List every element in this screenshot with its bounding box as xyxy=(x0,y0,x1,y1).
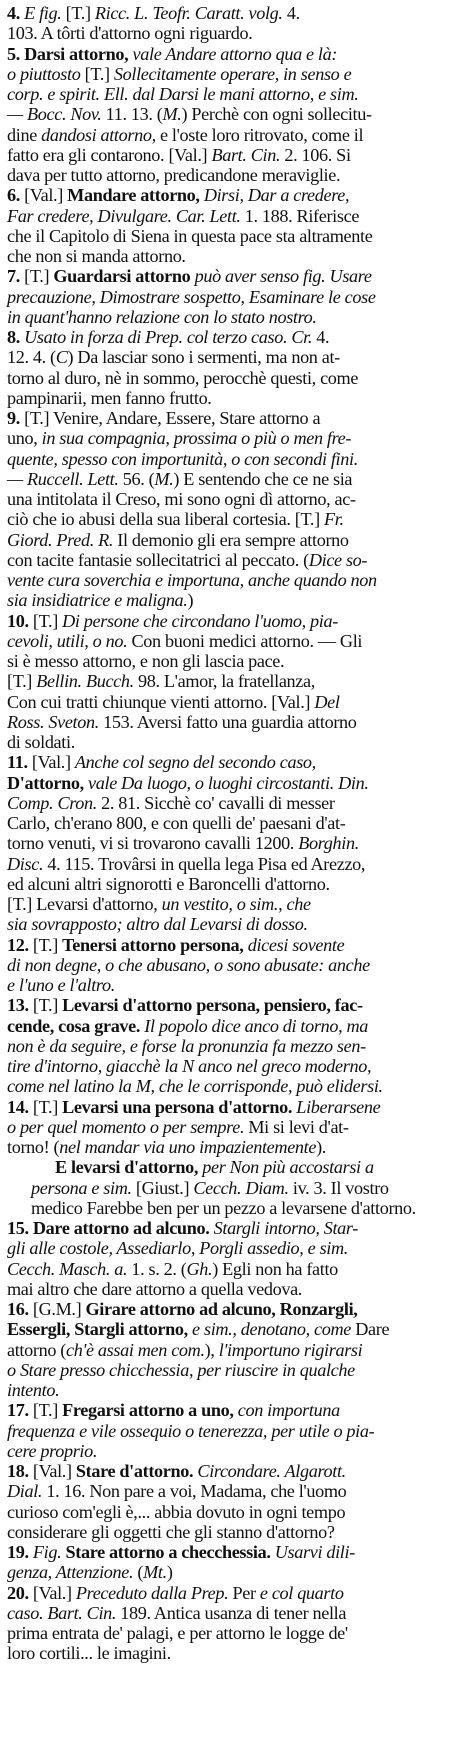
italic-text: Ricc. L. Teofr. Caratt. volg. xyxy=(94,3,283,23)
bold-text: 16. xyxy=(7,1299,33,1319)
text-line xyxy=(7,833,466,853)
text-line xyxy=(7,1076,466,1096)
dictionary-entry xyxy=(7,185,466,266)
text-run: 98. L'amor, la fratellanza, xyxy=(133,671,315,692)
text-line xyxy=(7,1643,466,1663)
text-line xyxy=(7,995,466,1015)
text-line xyxy=(7,955,466,975)
text-run: Per xyxy=(228,1582,260,1603)
italic-text: corp. e spirit. xyxy=(7,84,100,104)
text-line xyxy=(7,1016,466,1036)
italic-text: Cecch. Diam. xyxy=(193,1177,289,1198)
text-line xyxy=(7,1340,466,1360)
text-line xyxy=(7,1583,466,1603)
text-line xyxy=(7,428,466,448)
italic-text: Usarvi dili- xyxy=(270,1542,355,1562)
italic-text: un vestito, o sim., che xyxy=(161,894,311,914)
bold-text: Dare attorno ad alcuno. xyxy=(32,1218,210,1238)
italic-text: Preceduto dalla Prep. xyxy=(75,1582,229,1603)
text-line xyxy=(7,408,466,428)
text-run: e l'oste loro ritrovato, come il xyxy=(155,124,364,145)
italic-text: e l'uno e l'altro. xyxy=(7,975,115,995)
dictionary-entry xyxy=(7,935,466,996)
text-run: 4. 115. Trovârsi in quella lega Pisa ed Arezzo, xyxy=(43,853,366,874)
italic-text: Giord. Pred. R. xyxy=(7,529,114,550)
italic-text: dal Darsi le mani attorno, xyxy=(128,84,319,104)
text-run: ), xyxy=(204,1339,219,1360)
italic-text: sia insidiatrice e maligna. xyxy=(7,590,188,611)
italic-text: genza, Attenzione. xyxy=(7,1562,134,1583)
text-run: ) xyxy=(187,590,194,611)
text-run: ) Perchè con ogni sollecitu- xyxy=(181,104,372,125)
italic-text: tire d'intorno, giacchè la N anco nel greco moderno, xyxy=(7,1056,372,1076)
text-line xyxy=(7,347,466,367)
text-line xyxy=(7,1198,466,1218)
text-run: Il demonio gli era sempre attorno xyxy=(113,529,349,550)
text-run: si è messo attorno, e non gli lascia pace. xyxy=(7,651,285,671)
italic-text: e col quarto xyxy=(259,1582,344,1603)
text-line xyxy=(7,975,466,995)
text-line xyxy=(7,185,466,205)
italic-text: Bellin. Bucch. xyxy=(36,671,134,692)
text-run: fatto era gli contarono. [Val.] xyxy=(7,144,212,165)
text-run: [T.] xyxy=(32,1400,63,1421)
dictionary-entry xyxy=(7,1097,466,1158)
bold-text: 9. xyxy=(7,408,25,428)
text-run: ) xyxy=(166,1562,173,1583)
text-run: torno venuti, vi si trovarono cavalli 1200. xyxy=(7,833,299,854)
italic-text: o Stare presso chicchessia, per riuscire in qualche xyxy=(7,1359,355,1380)
text-run: [G.M.] xyxy=(32,1299,86,1319)
italic-text: cere proprio. xyxy=(7,1440,98,1461)
text-line xyxy=(7,1157,466,1177)
italic-text: Far credere, Divulgare. Car. Lett. xyxy=(7,205,241,226)
italic-text: frequenza e vile ossequio o tenerezza, per utile o pia- xyxy=(7,1420,375,1441)
bold-text: 7. xyxy=(7,266,25,287)
dictionary-entry xyxy=(7,1157,466,1218)
text-line xyxy=(7,1178,466,1198)
text-run: 1. s. 2. ( xyxy=(127,1258,187,1279)
italic-text: Il popolo dice anco di torno, ma xyxy=(140,1015,368,1036)
text-run: Con cui tratti chiunque vienti attorno. [Val.] xyxy=(7,691,315,712)
text-line xyxy=(7,449,466,469)
text-run: mai altro che dare attorno a quella vedova. xyxy=(7,1278,303,1299)
dictionary-entry xyxy=(7,1400,466,1461)
bold-text: 18. xyxy=(7,1461,33,1481)
italic-text: C xyxy=(55,347,68,368)
text-line xyxy=(7,145,466,165)
bold-text: Stare d'attorno. xyxy=(75,1461,194,1481)
text-line xyxy=(7,1400,466,1420)
text-run: [T.] Levarsi d'attorno, xyxy=(7,894,162,914)
text-run: [Val.] xyxy=(24,185,68,206)
text-line xyxy=(7,3,466,23)
text-line xyxy=(7,1259,466,1279)
text-line xyxy=(7,712,466,732)
text-line xyxy=(7,489,466,509)
dictionary-entry xyxy=(7,1461,466,1542)
italic-text: persona e sim. xyxy=(31,1177,132,1198)
italic-text: in sua compagnia, prossima o più o men fre- xyxy=(41,428,352,449)
text-line xyxy=(7,813,466,833)
text-run: 12. 4. ( xyxy=(7,347,56,368)
text-run: ). xyxy=(316,1137,326,1157)
text-line xyxy=(7,1623,466,1643)
text-run: una intitolata il Creso, mi sono ogni dì attorno, ac- xyxy=(7,489,356,509)
italic-text: gli alle costole, Assediarlo, Porgli assedio, e sim. xyxy=(7,1238,348,1259)
text-run: [T.] xyxy=(32,1096,63,1117)
dictionary-entry xyxy=(7,1218,466,1299)
bold-text: 17. xyxy=(7,1400,33,1421)
dictionary-entry xyxy=(7,3,466,44)
text-line xyxy=(7,104,466,124)
bold-text: E levarsi d'attorno, xyxy=(55,1157,199,1178)
text-run: [Val.] xyxy=(31,752,75,773)
text-run: che il Capitolo di Siena in questa pace sta altramente xyxy=(7,225,373,246)
text-line xyxy=(7,44,466,64)
italic-text: l'importuno rigirarsi xyxy=(218,1339,363,1360)
text-run: dava per tutto attorno, predicandone meraviglie. xyxy=(7,165,341,185)
bold-text: 5. xyxy=(7,43,25,64)
text-line xyxy=(7,1603,466,1623)
italic-text: Dial. xyxy=(7,1481,43,1502)
italic-text: Anche col segno del secondo caso, xyxy=(74,752,316,773)
italic-text: come nel latino la M, che le corrisponde, può elidersi. xyxy=(7,1076,383,1097)
text-run: curioso com'egli è,... abbia dovuto in ogni tempo xyxy=(7,1501,346,1522)
bold-text: Mandare attorno, xyxy=(67,185,200,206)
text-run: ed alcuni altri signorotti e Baroncelli d'attorno. xyxy=(7,873,330,894)
text-line xyxy=(7,1117,466,1137)
text-run: [T.] xyxy=(61,3,95,23)
text-line xyxy=(7,1421,466,1441)
italic-text: precauzione, Dimostrare sospetto, Esaminare le cose xyxy=(7,286,376,307)
text-line xyxy=(7,1461,466,1481)
text-line xyxy=(7,1360,466,1380)
italic-text: — Bocc. Nov. xyxy=(7,104,102,125)
text-run: medico Farebbe ben per un pezzo a levarsene d'attorno. xyxy=(31,1197,416,1218)
italic-text: o piuttosto xyxy=(7,63,81,84)
text-line xyxy=(7,874,466,894)
text-line xyxy=(7,1097,466,1117)
italic-text: E fig. xyxy=(24,3,62,23)
italic-text: caso. Bart. Cin. xyxy=(7,1602,117,1623)
text-run: 4. xyxy=(312,327,330,347)
italic-text: Dirsi, Dar a credere, xyxy=(199,185,350,206)
text-line xyxy=(7,1218,466,1238)
text-line xyxy=(7,530,466,550)
text-line xyxy=(7,914,466,934)
text-line xyxy=(7,773,466,793)
dictionary-entry xyxy=(7,752,466,934)
text-line xyxy=(7,1299,466,1319)
text-line xyxy=(7,631,466,651)
text-line xyxy=(7,935,466,955)
italic-text: Stargli intorno, Star- xyxy=(209,1218,358,1238)
text-run: [T.] xyxy=(32,610,63,631)
text-line xyxy=(7,327,466,347)
italic-text: Cecch. Masch. a. xyxy=(7,1258,128,1279)
text-line xyxy=(7,854,466,874)
text-run: [T.] Venire, Andare, Essere, Stare attorno a xyxy=(24,408,321,428)
text-line xyxy=(7,651,466,671)
italic-text: Disc. xyxy=(7,853,44,874)
italic-text: Ell. xyxy=(99,84,129,104)
bold-text: 6. xyxy=(7,185,25,206)
text-run: Carlo, ch'erano 800, e con quelli de' paesani d'at- xyxy=(7,813,346,833)
text-run: Con buoni medici attorno. — Gli xyxy=(127,630,363,651)
text-run: [Val.] xyxy=(32,1582,76,1603)
text-run: [T.] xyxy=(32,995,63,1016)
italic-text: con importuna xyxy=(233,1400,340,1421)
text-line xyxy=(7,368,466,388)
text-line xyxy=(7,388,466,408)
bold-text: Stare attorno a checchessia. xyxy=(61,1542,271,1562)
italic-text: Borghin. xyxy=(298,833,359,854)
italic-text: Di persone che circondano l'uomo, pia- xyxy=(62,610,338,631)
italic-text: Fr. xyxy=(323,509,344,530)
bold-text: 15. xyxy=(7,1218,33,1238)
text-line xyxy=(7,1522,466,1542)
bold-text: 12. xyxy=(7,934,33,955)
text-line xyxy=(7,307,466,327)
text-run: loro cortili... le imagini. xyxy=(7,1643,171,1664)
text-run: di soldati. xyxy=(7,732,75,752)
text-line xyxy=(7,1562,466,1582)
italic-text: in quant'hanno relazione con lo stato nostro. xyxy=(7,306,317,327)
text-line xyxy=(7,611,466,631)
dictionary-entry xyxy=(7,266,466,327)
bold-text: 8. xyxy=(7,327,25,347)
text-line xyxy=(7,570,466,590)
dictionary-entry xyxy=(7,1583,466,1664)
text-run: 153. Aversi fatto una guardia attorno xyxy=(98,711,357,732)
italic-text: per Non più accostarsi a xyxy=(198,1157,374,1178)
bold-text: Guardarsi attorno xyxy=(53,266,191,287)
text-run: dine xyxy=(7,124,42,145)
text-line xyxy=(7,793,466,813)
italic-text: Liberarsene xyxy=(292,1096,381,1117)
text-run: 1. 16. Non pare a voi, Madama, che l'uomo xyxy=(42,1481,347,1502)
text-line xyxy=(7,1056,466,1076)
italic-text: Sollecitamente operare, in senso e xyxy=(113,63,352,84)
bold-text: 13. xyxy=(7,995,33,1016)
italic-text: vente cura soverchia e importuna, anche quando non xyxy=(7,570,377,590)
text-line xyxy=(7,84,466,104)
italic-text: nel mandar via uno impazientemente xyxy=(59,1137,317,1157)
italic-text: Dice so- xyxy=(308,549,368,570)
italic-text: o per quel momento o per sempre. xyxy=(7,1116,245,1137)
dictionary-entry xyxy=(7,611,466,753)
text-run: 2. 81. Sicchè co' cavalli di messer xyxy=(96,792,335,813)
text-run: pampinarii, men fanno frutto. xyxy=(7,387,212,408)
dictionary-entry xyxy=(7,408,466,611)
text-line xyxy=(7,1441,466,1461)
text-line xyxy=(7,1137,466,1157)
italic-text: Gh. xyxy=(186,1258,213,1279)
text-line xyxy=(7,23,466,43)
text-line xyxy=(7,550,466,570)
italic-text: ch'è assai men com. xyxy=(65,1339,205,1360)
text-run: [T.] xyxy=(80,63,114,84)
text-run: torno al duro, nè in sommo, perocchè questi, come xyxy=(7,367,359,388)
dictionary-entry xyxy=(7,44,466,186)
text-run: prima entrata de' palagi, e per attorno le logge de' xyxy=(7,1623,348,1643)
italic-text: vale Andare attorno qua e là: xyxy=(128,43,338,64)
text-line xyxy=(7,1036,466,1056)
text-line xyxy=(7,206,466,226)
italic-text: sia sovrapposto; altro dal Levarsi di dosso. xyxy=(7,914,308,935)
text-run: iv. 3. Il vostro xyxy=(288,1177,389,1198)
text-run: ( xyxy=(133,1562,144,1583)
text-run: 4. xyxy=(282,3,300,23)
bold-text: 14. xyxy=(7,1096,33,1117)
text-line xyxy=(7,287,466,307)
italic-text: quente, spesso con importunità, o con secondi fini. xyxy=(7,448,358,469)
text-line xyxy=(7,894,466,914)
dictionary-entry xyxy=(7,327,466,408)
text-line xyxy=(7,692,466,712)
italic-text: Comp. Cron. xyxy=(7,792,97,813)
bold-text: cende, cosa grave. xyxy=(7,1015,141,1036)
italic-text: dicesi sovente xyxy=(243,934,345,955)
italic-text: dandosi attorno, xyxy=(41,124,156,145)
text-run: Dare xyxy=(351,1319,390,1340)
text-line xyxy=(7,246,466,266)
text-run: 11. 13. ( xyxy=(101,104,163,125)
text-line xyxy=(7,1279,466,1299)
italic-text: Circondare. Algarott. xyxy=(193,1461,346,1481)
text-line xyxy=(7,1542,466,1562)
italic-text: vale Da luogo, o luoghi circostanti. Din. xyxy=(83,772,369,793)
text-line xyxy=(7,1380,466,1400)
bold-text: Girare attorno ad alcuno, Ronzargli, xyxy=(85,1299,358,1319)
text-run: ) Egli non ha fatto xyxy=(212,1258,338,1279)
bold-text: 4. xyxy=(7,3,25,23)
text-line xyxy=(7,469,466,489)
text-run: 2. 106. Si xyxy=(280,144,351,165)
text-run: 1. 188. Riferisce xyxy=(240,205,360,226)
text-line xyxy=(7,671,466,691)
italic-text: Bart. Cin. xyxy=(211,144,281,165)
bold-text: Levarsi d'attorno persona, pensiero, fac- xyxy=(62,995,363,1016)
text-run: con tacite fantasie sollecitatrici al peccato. ( xyxy=(7,549,309,570)
text-line xyxy=(7,1502,466,1522)
italic-text: può aver senso fig. Usare xyxy=(190,266,372,287)
text-run: ciò che io abusi della sua liberal cortesia. [T.] xyxy=(7,509,324,530)
bold-text: D'attorno, xyxy=(7,772,84,793)
bold-text: 10. xyxy=(7,610,33,631)
text-run: [Giust.] xyxy=(131,1177,194,1198)
text-line xyxy=(7,165,466,185)
bold-text: Tenersi attorno persona, xyxy=(62,934,244,955)
text-run: Mi si levi d'at- xyxy=(244,1116,349,1137)
text-run: torno! ( xyxy=(7,1137,60,1157)
text-line xyxy=(7,64,466,84)
text-run: considerare gli oggetti che gli stanno d'attorno? xyxy=(7,1521,335,1542)
italic-text: Fig. xyxy=(32,1542,62,1562)
italic-text: M. xyxy=(154,468,174,489)
text-run: ) Da lasciar sono i sermenti, ma non at- xyxy=(67,347,340,368)
bold-text: Levarsi una persona d'attorno. xyxy=(62,1096,293,1117)
text-run: uno, xyxy=(7,428,42,449)
text-run: attorno ( xyxy=(7,1339,66,1360)
bold-text: 11. xyxy=(7,752,32,773)
text-line xyxy=(7,732,466,752)
text-line xyxy=(7,226,466,246)
dictionary-entry xyxy=(7,995,466,1096)
text-run: [Val.] xyxy=(32,1461,76,1481)
bold-text: Darsi attorno, xyxy=(24,43,129,64)
italic-text: M. xyxy=(162,104,182,125)
italic-text: cevoli, utili, o no. xyxy=(7,630,128,651)
dictionary-entry xyxy=(7,1299,466,1400)
text-line xyxy=(7,1238,466,1258)
text-run: 189. Antica usanza di tener nella xyxy=(116,1602,347,1623)
text-run: [T.] xyxy=(32,934,63,955)
text-line xyxy=(7,752,466,772)
bold-text: 19. xyxy=(7,1542,33,1562)
italic-text: Mt. xyxy=(143,1562,167,1583)
text-line xyxy=(7,1319,466,1339)
italic-text: intento. xyxy=(7,1380,60,1400)
bold-text: Fregarsi attorno a uno, xyxy=(62,1400,234,1421)
text-line xyxy=(7,1481,466,1501)
bold-text: Essergli, Stargli attorno, xyxy=(7,1319,188,1340)
text-run: che non si manda attorno. xyxy=(7,246,186,266)
text-run: [T.] xyxy=(24,266,54,287)
text-run: 103. A tôrti d'attorno ogni riguardo. xyxy=(7,23,253,44)
text-line xyxy=(7,590,466,610)
italic-text: — Ruccell. Lett. xyxy=(7,468,119,489)
text-line xyxy=(7,266,466,286)
italic-text: e sim., denotano, come xyxy=(187,1319,352,1340)
text-run: 56. ( xyxy=(118,468,155,489)
italic-text: Ross. Sveton. xyxy=(7,711,99,732)
italic-text: e sim. xyxy=(318,84,359,104)
dictionary-entry xyxy=(7,1542,466,1583)
italic-text: di non degne, o che abusano, o sono abusate: anche xyxy=(7,954,370,975)
text-line xyxy=(7,125,466,145)
italic-text: non è da seguire, e forse la pronunzia fa mezzo sen- xyxy=(7,1035,366,1056)
text-line xyxy=(7,509,466,529)
text-run: ) E sentendo che ce ne sia xyxy=(173,468,353,489)
text-run: [T.] xyxy=(7,671,37,692)
italic-text: Usato in forza di Prep. col terzo caso. Cr. xyxy=(24,327,313,347)
bold-text: 20. xyxy=(7,1582,33,1603)
italic-text: Del xyxy=(314,691,340,712)
